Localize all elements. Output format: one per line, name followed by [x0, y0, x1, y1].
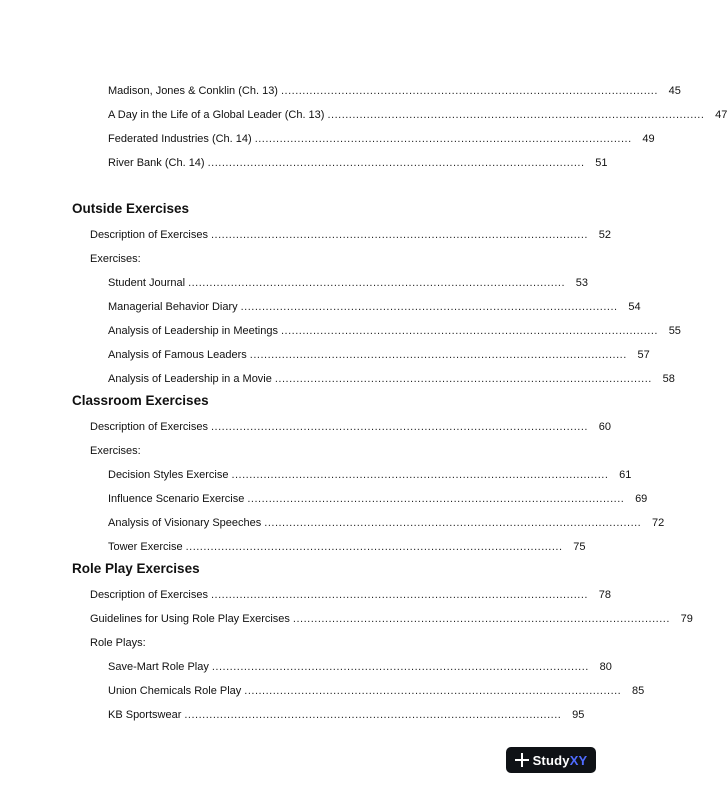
toc-entry — [108, 300, 641, 314]
brand-main: Study — [532, 752, 570, 768]
toc-entry-title: Guidelines for Using Role Play Exercises — [90, 613, 290, 625]
dot-leader: .......................................................................................................... — [249, 349, 627, 361]
toc-entry-page: 95 — [572, 709, 585, 721]
toc-entry-page: 49 — [642, 133, 655, 145]
dot-leader: .......................................................................................................... — [211, 661, 589, 673]
toc-entry-page: 51 — [595, 157, 608, 169]
toc-entry-page: 45 — [668, 85, 681, 97]
toc-entry — [108, 372, 675, 386]
plus-icon — [515, 753, 529, 767]
dot-leader: .......................................................................................................... — [247, 493, 625, 505]
toc-entry-title: Analysis of Famous Leaders — [108, 349, 247, 361]
dot-leader: .......................................................................................................... — [231, 469, 609, 481]
toc-entry-title: Tower Exercise — [108, 541, 183, 553]
dot-leader: .......................................................................................................... — [280, 85, 658, 97]
toc-entry — [108, 132, 655, 146]
toc-entry-page: 60 — [598, 421, 611, 433]
toc-entry-title: Influence Scenario Exercise — [108, 493, 245, 505]
toc-entry-title: Analysis of Leadership in a Movie — [108, 373, 272, 385]
toc-entry — [108, 156, 608, 170]
dot-leader: .......................................................................................................... — [184, 709, 562, 721]
toc-entry — [90, 228, 611, 242]
dot-leader: .......................................................................................................... — [188, 277, 566, 289]
toc-entry-title: A Day in the Life of a Global Leader (Ch. 13) — [108, 109, 325, 121]
dot-leader: .......................................................................................................... — [280, 325, 658, 337]
section-heading-outside: Outside Exercises — [72, 201, 190, 216]
toc-entry-page: 79 — [680, 613, 693, 625]
toc-entry-title: Union Chemicals Role Play — [108, 685, 242, 697]
toc-entry-page: 58 — [662, 373, 675, 385]
dot-leader: .......................................................................................................... — [292, 613, 670, 625]
toc-entry-page: 54 — [628, 301, 641, 313]
toc-entry-page: 57 — [637, 349, 650, 361]
toc-entry — [108, 108, 727, 122]
brand-accent: XY — [569, 752, 588, 768]
dot-leader: .......................................................................................................... — [264, 517, 642, 529]
toc-entry-title: Description of Exercises — [90, 421, 208, 433]
toc-entry-title: Student Journal — [108, 277, 186, 289]
toc-entry-title: Madison, Jones & Conklin (Ch. 13) — [108, 85, 278, 97]
toc-entry — [108, 540, 586, 554]
toc-entry — [108, 324, 681, 338]
toc-entry-page: 69 — [635, 493, 648, 505]
toc-entry — [108, 468, 632, 482]
role-plays-label: Role Plays: — [90, 637, 146, 649]
toc-entry — [108, 492, 648, 506]
toc-entry-page: 85 — [631, 685, 645, 697]
toc-entry-page: 61 — [619, 469, 632, 481]
studyxy-badge[interactable] — [506, 747, 596, 773]
toc-entry-page: 52 — [598, 229, 611, 241]
dot-leader: .......................................................................................................... — [327, 109, 705, 121]
toc-entry-page: 78 — [598, 589, 611, 601]
toc-entry-page: 72 — [651, 517, 665, 529]
dot-leader: .......................................................................................................... — [207, 157, 585, 169]
toc-entry-page: 55 — [668, 325, 681, 337]
toc-entry — [90, 420, 611, 434]
dot-leader: .......................................................................................................... — [185, 541, 563, 553]
exercises-label: Exercises: — [90, 253, 141, 265]
toc-entry — [90, 612, 693, 626]
dot-leader: .......................................................................................................... — [211, 589, 588, 601]
dot-leader: .......................................................................................................... — [274, 373, 652, 385]
toc-entry-title: Description of Exercises — [90, 229, 208, 241]
toc-entry-page: 80 — [599, 661, 612, 673]
dot-leader: .......................................................................................................... — [211, 421, 588, 433]
toc-entry-page: 47 — [715, 109, 727, 121]
toc-entry-title: Save-Mart Role Play — [108, 661, 209, 673]
section-heading-classroom: Classroom Exercises — [72, 393, 209, 408]
toc-entry — [108, 348, 650, 362]
toc-entry-title: Decision Styles Exercise — [108, 469, 229, 481]
toc-entry — [108, 684, 645, 698]
toc-entry-title: Description of Exercises — [90, 589, 208, 601]
toc-entry-title: Analysis of Visionary Speeches — [108, 517, 262, 529]
dot-leader: .......................................................................................................... — [240, 301, 618, 313]
toc-entry — [108, 660, 612, 674]
toc-entry-title: Analysis of Leadership in Meetings — [108, 325, 278, 337]
toc-entry — [108, 276, 589, 290]
toc-entry-page: 53 — [575, 277, 589, 289]
toc-entry-title: River Bank (Ch. 14) — [108, 157, 205, 169]
toc-entry-page: 75 — [573, 541, 586, 553]
toc-entry — [108, 516, 665, 530]
exercises-label: Exercises: — [90, 445, 141, 457]
section-heading-roleplay: Role Play Exercises — [72, 561, 200, 576]
toc-entry-title: Managerial Behavior Diary — [108, 301, 238, 313]
dot-leader: .......................................................................................................... — [244, 685, 622, 697]
toc-entry — [108, 708, 585, 722]
dot-leader: .......................................................................................................... — [211, 229, 588, 241]
toc-entry-title: KB Sportswear — [108, 709, 182, 721]
dot-leader: .......................................................................................................... — [254, 133, 632, 145]
toc-entry — [108, 84, 681, 98]
brand-name — [533, 753, 588, 768]
toc-entry-title: Federated Industries (Ch. 14) — [108, 133, 252, 145]
toc-entry — [90, 588, 611, 602]
